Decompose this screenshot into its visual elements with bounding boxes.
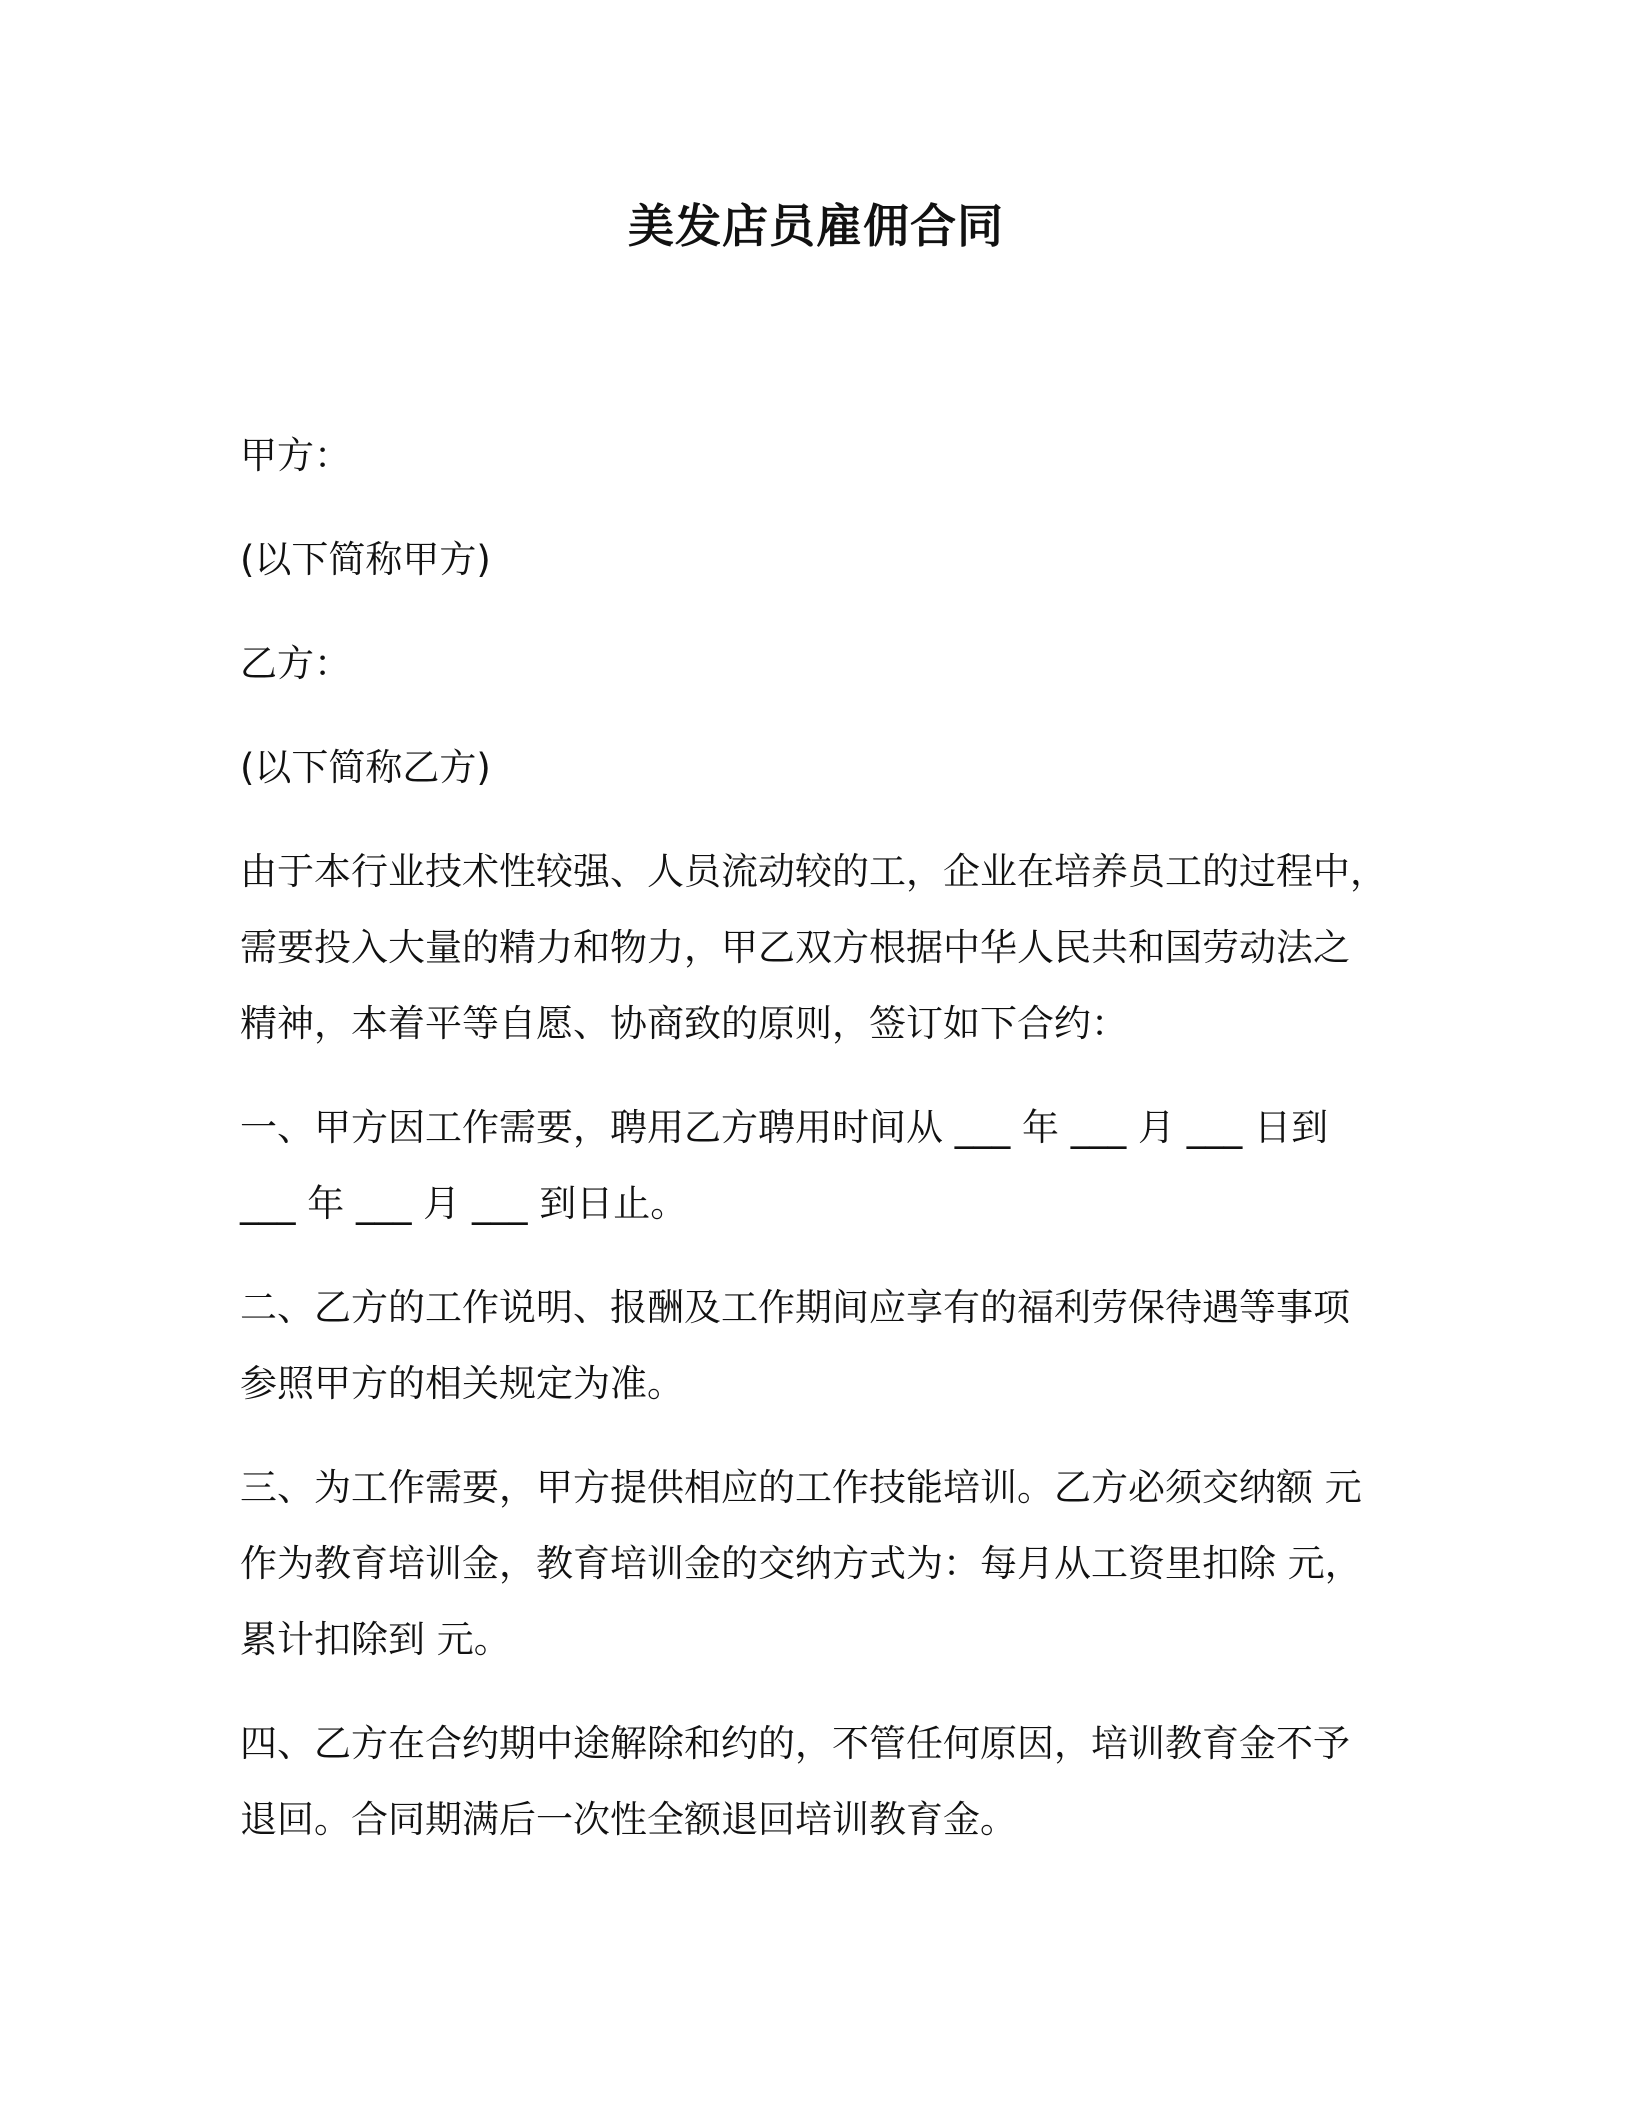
clause-3-line: 三、为工作需要，甲方提供相应的工作技能培训。乙方必须交纳额 元 xyxy=(240,1466,1362,1509)
clause-3-line: 作为教育培训金，教育培训金的交纳方式为：每月从工资里扣除 元， xyxy=(240,1542,1362,1585)
party-b-label: 乙方： xyxy=(240,642,351,685)
party-a-note: (以下简称甲方) xyxy=(240,538,491,581)
party-b-note: (以下简称乙方) xyxy=(240,746,491,789)
clause-2-line: 参照甲方的相关规定为准。 xyxy=(240,1362,684,1405)
preamble-line: 精神，本着平等自愿、协商致的原则，签订如下合约： xyxy=(240,1002,1128,1045)
clause-1-line: 一、甲方因工作需要，聘用乙方聘用时间从 ___ 年 ___ 月 ___ 日到 xyxy=(240,1106,1329,1149)
clause-4 xyxy=(240,1706,1400,1858)
preamble-line: 由于本行业技术性较强、人员流动较的工，企业在培养员工的过程中， xyxy=(240,850,1387,893)
preamble-paragraph xyxy=(240,834,1400,1062)
party-a-label: 甲方： xyxy=(240,434,351,477)
document-body xyxy=(240,418,1400,1886)
clause-2 xyxy=(240,1270,1400,1422)
clause-2-line: 二、乙方的工作说明、报酬及工作期间应享有的福利劳保待遇等事项 xyxy=(240,1286,1350,1329)
clause-4-line: 退回。合同期满后一次性全额退回培训教育金。 xyxy=(240,1798,1017,1841)
page-title: 美发店员雇佣合同 xyxy=(628,199,1004,253)
clause-1 xyxy=(240,1090,1400,1242)
preamble-line: 需要投入大量的精力和物力，甲乙双方根据中华人民共和国劳动法之 xyxy=(240,926,1350,969)
clause-1-line: ___ 年 ___ 月 ___ 到日止。 xyxy=(240,1182,688,1225)
clause-3-line: 累计扣除到 元。 xyxy=(240,1618,511,1661)
clause-4-line: 四、乙方在合约期中途解除和约的，不管任何原因，培训教育金不予 xyxy=(240,1722,1350,1765)
clause-3 xyxy=(240,1450,1400,1678)
